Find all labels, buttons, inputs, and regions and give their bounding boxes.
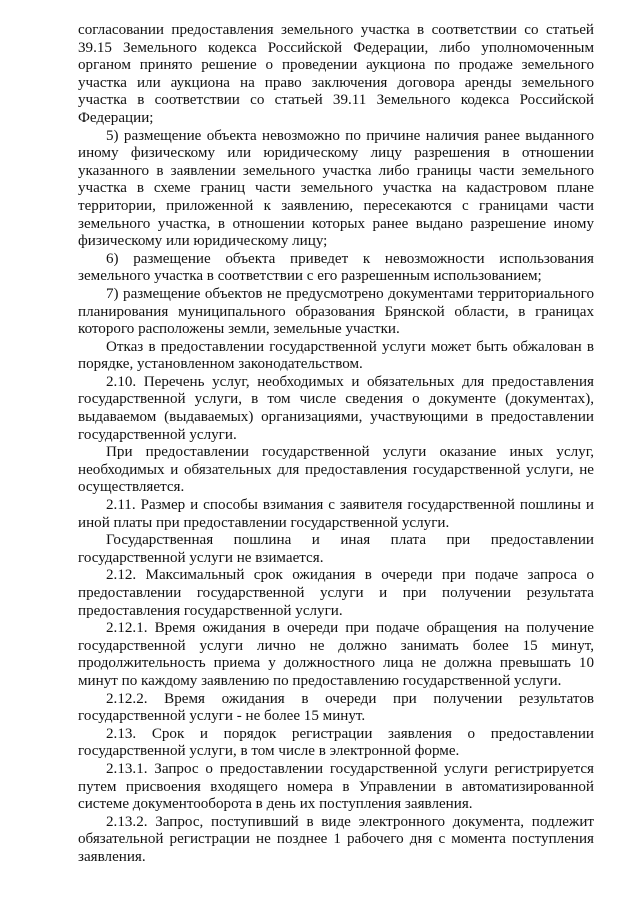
document-page <box>78 22 594 867</box>
paragraph-2-12: 2.12. Максимальный срок ожидания в очереди при подаче запроса о предоставлении государственной услуги и при получении результата предоставления государственной услуги. <box>78 567 594 619</box>
paragraph-item-5: 5) размещение объекта невозможно по причине наличия ранее выданного иному физическому или юридическому лицу разрешения в отношении указанного в заявлении земельного участка либо границы части земельного участка в схеме границ части земельного участка на кадастровом плане территории, приложенной к заявлению, пересекаются с границами части земельного участка, в отношении которых ранее выдано разрешение иному физическому или юридическому лицу; <box>78 127 594 250</box>
paragraph-2-11: 2.11. Размер и способы взимания с заявителя государственной пошлины и иной платы при предоставлении государственной услуги. <box>78 497 594 531</box>
paragraph-2-13-2: 2.13.2. Запрос, поступивший в виде электронного документа, подлежит обязательной регистрации не позднее 1 рабочего дня с момента поступления заявления. <box>78 813 594 865</box>
paragraph-item-6: 6) размещение объекта приведет к невозможности использования земельного участка в соответствии с его разрешенным использованием; <box>78 250 594 285</box>
paragraph-item-7: 7) размещение объектов не предусмотрено документами территориального планирования муниципального образования Брянской области, в границах которого расположены земли, земельные участки. <box>78 285 594 338</box>
paragraph-continuation: согласовании предоставления земельного участка в соответствии со статьей 39.15 Земельного кодекса Российской Федерации, либо уполномоченным органом принято решение о проведении аукциона по продаже земельного участка или аукциона на право заключения договора аренды земельного участка в соответствии со статьей 39.11 Земельного кодекса Российской Федерации; <box>78 22 594 126</box>
paragraph-2-13: 2.13. Срок и порядок регистрации заявления о предоставлении государственной услуги, в том числе в электронной форме. <box>78 725 594 760</box>
paragraph-refusal-appeal: Отказ в предоставлении государственной услуги может быть обжалован в порядке, установленном законодательством. <box>78 338 594 373</box>
paragraph-duty-not-charged: Государственная пошлина и иная плата при предоставлении государственной услуги не взимается. <box>78 532 594 566</box>
paragraph-2-12-2: 2.12.2. Время ожидания в очереди при получении результатов государственной услуги - не более 15 минут. <box>78 690 594 725</box>
paragraph-2-13-1: 2.13.1. Запрос о предоставлении государственной услуги регистрируется путем присвоения входящего номера в Управлении в автоматизированной системе документооборота в день их поступления заявления. <box>78 760 594 813</box>
paragraph-other-services: При предоставлении государственной услуги оказание иных услуг, необходимых и обязательных для предоставления государственной услуги, не осуществляется. <box>78 444 594 496</box>
paragraph-2-12-1: 2.12.1. Время ожидания в очереди при подаче обращения на получение государственной услуги лично не должно занимать более 15 минут, продолжительность приема у должностного лица не должна превышать 10 минут по каждому заявлению по предоставлению государственной услуги. <box>78 620 594 689</box>
paragraph-2-10: 2.10. Перечень услуг, необходимых и обязательных для предоставления государственной услуги, в том числе сведения о документе (документах), выдаваемом (выдаваемых) организациями, участвующими в предоставлении государственной услуги. <box>78 373 594 443</box>
